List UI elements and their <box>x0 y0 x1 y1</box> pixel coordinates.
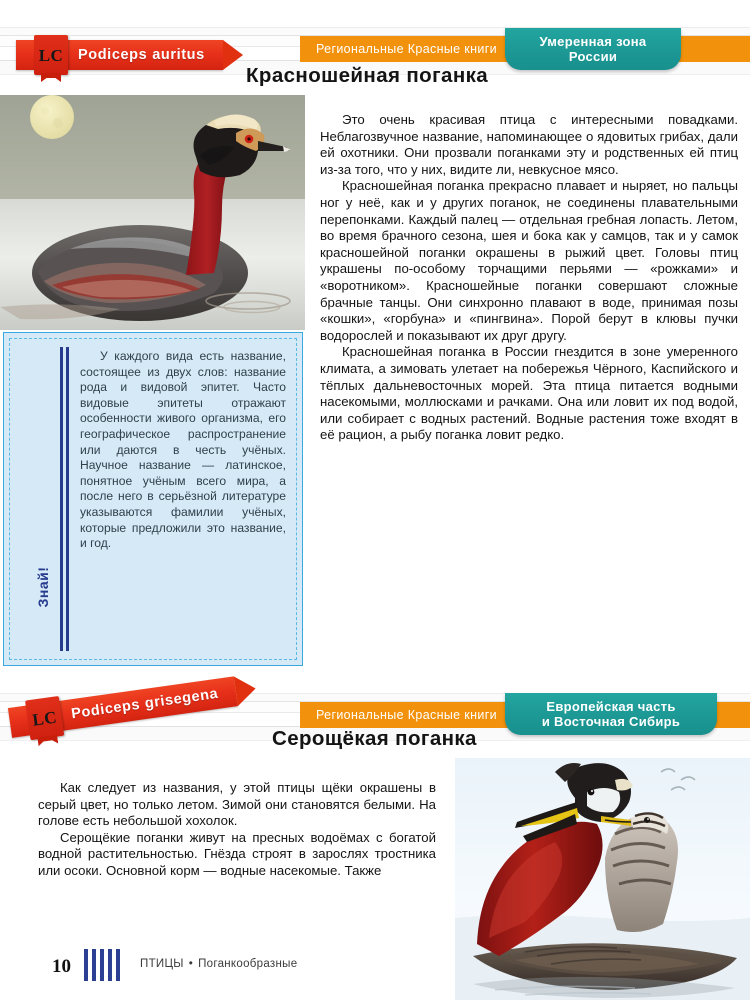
page-number: 10 <box>52 956 71 977</box>
region-tab-2 <box>505 693 717 735</box>
species-title-1 <box>246 64 488 88</box>
info-box-accent-bars <box>60 347 70 651</box>
species-title-word1-2: Серощёкая <box>272 727 390 750</box>
info-box-know <box>3 332 303 666</box>
paragraph: Как следует из названия, у этой птицы щёки окрашены в серый цвет, но только летом. Зимой они становятся белыми. На голове есть небольшой хохолок. <box>38 780 436 829</box>
species-title-word2-1: поганка <box>406 64 489 87</box>
species-title-2 <box>272 727 477 751</box>
paragraph: Серощёкие поганки живут на пресных водоёмах с богатой водной растительностью. Гнёзда строят в зарослях тростника или осоки. Основной корм — водные насекомые. Также <box>38 829 436 878</box>
epithet-1: auritus <box>152 47 205 63</box>
footer-category: ПТИЦЫ <box>140 958 184 970</box>
page-footer <box>0 942 750 1000</box>
info-box-label: Знай! <box>35 566 51 608</box>
species-name-banner-1 <box>16 40 223 70</box>
info-box-text: У каждого вида есть название, состоящее из двух слов: название рода и видовой эпитет. Часто видовые эпитеты отражают особенности живого организма, его географическое распространение или даются в честь учёных. Научное название — латинское, понятное учёным всего мира, а после него в серьёзной литературе указываются фамилии учёных, которые предложили это название, и год. <box>80 349 286 551</box>
paragraph: Красношейная поганка в России гнездится в зоне умеренного климата, а зимовать улетает на побережья Чёрного, Каспийского и тёплых дальневосточных морей. Эта птица питается водными насекомыми, моллюсками и рачками. Она или ловит их под водой, или собирает с водных растений. Водные растения тоже входят в её рацион, а рыбу поганка ловит редко. <box>320 344 738 443</box>
conservation-status-badge-1 <box>34 35 68 75</box>
footer-separator: • <box>188 958 194 970</box>
conservation-status-badge-2 <box>25 696 64 740</box>
footer-order: Поганкообразные <box>198 958 298 970</box>
region-line1-1: Умеренная зона <box>539 33 647 49</box>
horned-grebe-illustration <box>0 95 305 330</box>
epithet-2: grisegena <box>143 685 220 712</box>
red-book-label-2: Региональные Красные книги <box>316 708 497 722</box>
ribbon-shape-1 <box>16 40 223 70</box>
region-line2-2: и Восточная Сибирь <box>541 714 681 729</box>
genus-1: Podiceps <box>78 47 148 63</box>
species-title-word2-2: поганка <box>395 727 477 750</box>
conservation-status-code-1: LC <box>38 45 64 65</box>
conservation-status-code-2: LC <box>31 707 59 730</box>
species-title-word1-1: Красношейная <box>246 64 401 87</box>
footer-breadcrumb <box>140 958 297 970</box>
region-tab-1 <box>505 28 681 70</box>
species-text-2 <box>38 780 436 880</box>
species-text-1 <box>320 112 738 444</box>
footer-bar-marker <box>84 949 126 981</box>
paragraph: Это очень красивая птица с интересными повадками. Неблагозвучное название, напоминающее о ядовитых грибах, дали ей охотники. Они прозвали поганками эту и родственных ей птиц из-за того, что у них, видите ли, невкусное мясо. <box>320 112 738 177</box>
region-line2-1: России <box>568 49 618 64</box>
paragraph: Красношейная поганка прекрасно плавает и ныряет, но пальцы ног у неё, как и у других поганок, не соединены плавательными перепонками. Каждый палец — отдельная гребная лопасть. Летом, во время брачного сезона, шея и бока как у самцов, так и у самок красношейной поганки окрашены в рыжий цвет. Головы птиц украшены по-особому торчащими перьями — «рожками» и «воротником». Красношейные поганки совершают сложные брачные танцы. Они синхронно плавают в воде, принимая позы «кошки», «горбуна» и «пингвина». Порой берут в клювы пучки водорослей и показывают их друг другу. <box>320 178 738 343</box>
region-line1-2: Европейская часть <box>546 698 676 714</box>
red-book-label-1: Региональные Красные книги <box>316 42 497 56</box>
genus-2: Podiceps <box>70 696 142 723</box>
species-photo-1 <box>0 95 305 330</box>
